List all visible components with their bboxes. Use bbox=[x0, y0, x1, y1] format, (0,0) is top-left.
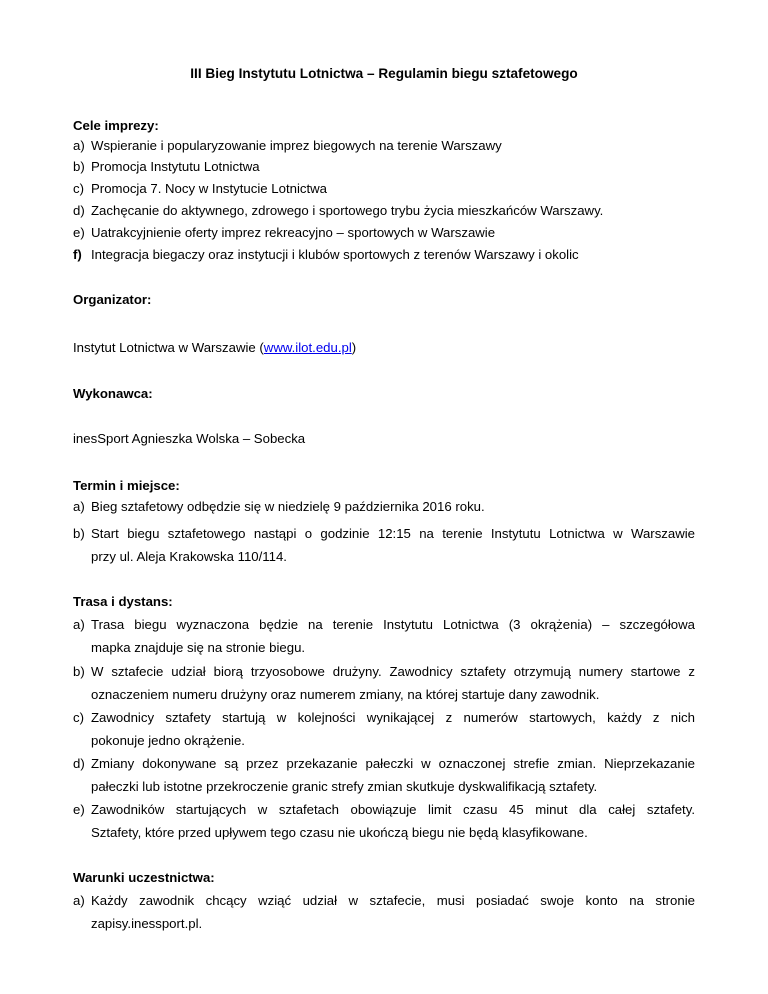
baton-text-cont: pałeczki lub istotne przekroczenie granic strefy zmian skutkuje dyskwalifikacją sztafety. bbox=[91, 779, 598, 794]
contractor-text: inesSport Agnieszka Wolska – Sobecka bbox=[73, 431, 306, 446]
list-marker: c) bbox=[73, 181, 84, 196]
organizer-line bbox=[73, 340, 356, 355]
list-marker: a) bbox=[73, 617, 85, 632]
start-address-text: przy ul. Aleja Krakowska 110/114. bbox=[91, 549, 287, 564]
list-item-text: Wspieranie i popularyzowanie imprez biegowych na terenie Warszawy bbox=[91, 138, 502, 153]
list-marker: a) bbox=[73, 499, 85, 514]
list-marker: b) bbox=[73, 526, 85, 541]
teams-text: W sztafecie udział biorą trzyosobowe drużyny. Zawodnicy sztafety otrzymują numery startowe z bbox=[91, 664, 695, 679]
route-text: Trasa biegu wyznaczona będzie na terenie Instytutu Lotnictwa (3 okrążenia) – szczegółowa bbox=[91, 617, 695, 632]
list-marker: b) bbox=[73, 664, 85, 679]
list-marker: b) bbox=[73, 159, 85, 174]
list-item-text: Integracja biegaczy oraz instytucji i klubów sportowych z terenów Warszawy i okolic bbox=[91, 247, 579, 262]
list-marker: d) bbox=[73, 203, 85, 218]
list-marker: f) bbox=[73, 247, 82, 262]
section-heading-cele: Cele imprezy: bbox=[73, 118, 159, 133]
account-text-cont: zapisy.inessport.pl. bbox=[91, 916, 203, 931]
list-marker: e) bbox=[73, 225, 85, 240]
section-heading-trasa: Trasa i dystans: bbox=[73, 594, 173, 609]
list-item-text: Zachęcanie do aktywnego, zdrowego i sportowego trybu życia mieszkańców Warszawy. bbox=[91, 203, 604, 218]
section-heading-termin: Termin i miejsce: bbox=[73, 478, 180, 493]
organizer-text: Instytut Lotnictwa w Warszawie ( bbox=[73, 340, 264, 355]
list-marker: c) bbox=[73, 710, 84, 725]
list-marker: e) bbox=[73, 802, 85, 817]
list-item-text: Promocja 7. Nocy w Instytucie Lotnictwa bbox=[91, 181, 328, 196]
order-text-cont: pokonuje jedno okrążenie. bbox=[91, 733, 245, 748]
section-heading-organizator: Organizator: bbox=[73, 292, 152, 307]
organizer-text-end: ) bbox=[351, 340, 357, 355]
list-marker: a) bbox=[73, 138, 85, 153]
section-heading-warunki: Warunki uczestnictwa: bbox=[73, 870, 215, 885]
page-title: III Bieg Instytutu Lotnictwa – Regulamin biegu sztafetowego bbox=[190, 66, 578, 81]
section-heading-wykonawca: Wykonawca: bbox=[73, 386, 153, 401]
organizer-website-link[interactable]: www.ilot.edu.pl bbox=[263, 340, 352, 355]
list-item-text: Promocja Instytutu Lotnictwa bbox=[91, 159, 260, 174]
start-time-text: Start biegu sztafetowego nastąpi o godzinie 12:15 na terenie Instytutu Lotnictwa w Warszawie bbox=[91, 526, 695, 541]
account-text: Każdy zawodnik chcący wziąć udział w sztafecie, musi posiadać swoje konto na stronie bbox=[91, 893, 695, 908]
list-marker: a) bbox=[73, 893, 85, 908]
time-limit-text: Zawodników startujących w sztafetach obowiązuje limit czasu 45 minut dla całej sztafety. bbox=[91, 802, 695, 817]
list-marker: d) bbox=[73, 756, 85, 771]
route-text-cont: mapka znajduje się na stronie biegu. bbox=[91, 640, 306, 655]
list-item-text: Uatrakcyjnienie oferty imprez rekreacyjno – sportowych w Warszawie bbox=[91, 225, 496, 240]
time-limit-text-cont: Sztafety, które przed upływem tego czasu nie ukończą biegu nie będą klasyfikowane. bbox=[91, 825, 588, 840]
date-text: Bieg sztafetowy odbędzie się w niedzielę 9 października 2016 roku. bbox=[91, 499, 485, 514]
order-text: Zawodnicy sztafety startują w kolejności wynikającej z numerów startowych, każdy z nich bbox=[91, 710, 695, 725]
baton-text: Zmiany dokonywane są przez przekazanie pałeczki w oznaczonej strefie zmian. Nieprzekazanie bbox=[91, 756, 695, 771]
teams-text-cont: oznaczeniem numeru drużyny oraz numerem zmiany, na której startuje dany zawodnik. bbox=[91, 687, 600, 702]
